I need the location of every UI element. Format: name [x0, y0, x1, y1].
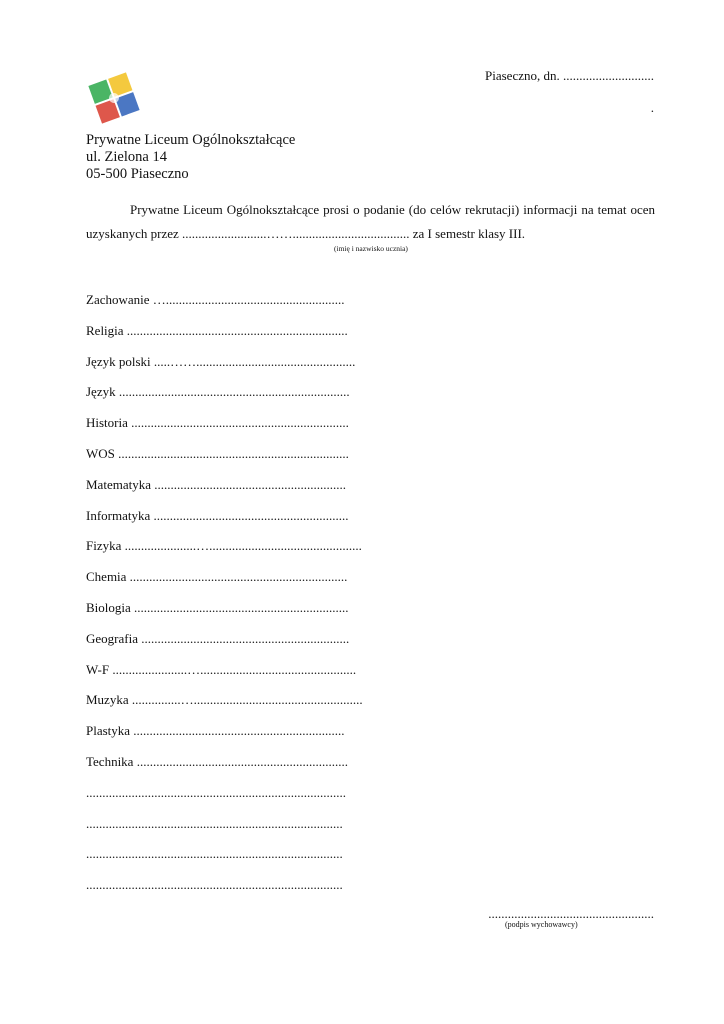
- blank-line: ................................................................................: [86, 784, 346, 800]
- trailing-dot: .: [650, 100, 654, 115]
- subject-wos: WOS .......................................................................: [86, 445, 349, 461]
- subject-zachowanie: Zachowanie ….......................................................: [86, 292, 345, 307]
- subject-muzyka: Muzyka ...............…....................................................: [86, 692, 363, 708]
- subject-jezyk: Język .......................................................................: [86, 384, 350, 400]
- subject-biologia: Biologia ..................................................................: [86, 599, 349, 615]
- subject-plastyka: Plastyka .................................................................: [86, 723, 345, 739]
- subject-grade-list: [86, 291, 363, 907]
- school-city: 05-500 Piaseczno: [86, 166, 189, 182]
- request-text: Prywatne Liceum Ogólnokształcące prosi o podanie (do celów rekrutacji) informacji na temat ocen uzyskanych przez ..........................…….................................... za I semestr klasy III.: [86, 202, 655, 241]
- subject-wf: W-F .......................…................................................: [86, 661, 357, 677]
- subject-historia: Historia ...................................................................: [86, 415, 349, 431]
- subject-chemia: Chemia ...................................................................: [86, 569, 348, 585]
- student-name-caption: (imię i nazwisko ucznia): [334, 244, 408, 253]
- subject-jezyk-polski: Język polski .....…….................................................: [86, 353, 356, 369]
- school-logo-icon: [86, 70, 142, 126]
- subject-technika: Technika .................................................................: [86, 753, 348, 769]
- signature-line: ...................................................: [488, 906, 654, 921]
- subject-geografia: Geografia ................................................................: [86, 630, 350, 646]
- place-date: Piaseczno, dn. ............................: [485, 68, 654, 83]
- subject-informatyka: Informatyka ............................................................: [86, 507, 349, 523]
- blank-line: ...............................................................................: [86, 846, 343, 862]
- signature-caption: (podpis wychowawcy): [505, 920, 578, 929]
- blank-line: ...............................................................................: [86, 877, 343, 893]
- blank-line: ...............................................................................: [86, 815, 343, 831]
- subject-fizyka: Fizyka ......................…...............................................: [86, 538, 362, 554]
- school-address: [86, 132, 295, 183]
- request-paragraph: [86, 198, 655, 246]
- subject-religia: Religia ....................................................................: [86, 322, 348, 338]
- school-name: Prywatne Liceum Ogólnokształcące: [86, 132, 296, 148]
- subject-matematyka: Matematyka ...........................................................: [86, 476, 346, 492]
- school-street: ul. Zielona 14: [86, 149, 167, 165]
